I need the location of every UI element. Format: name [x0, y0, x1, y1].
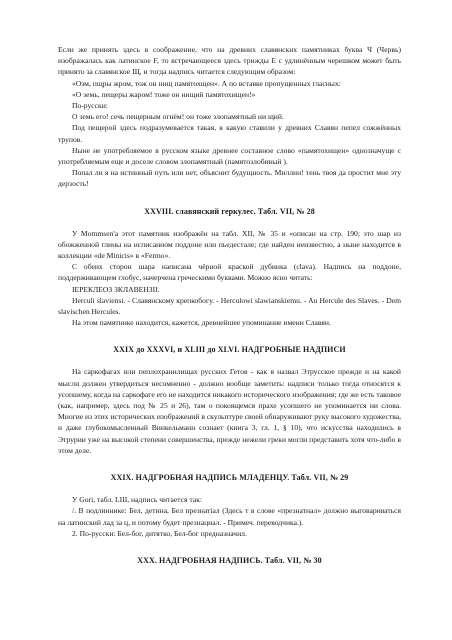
paragraph: У Mommsen'а этот памятник изображён на табл. XII, № 35 и «описан на стр. 190; это шар из обожженной глины на исписанном поддоне или пьедестале; где найден неизвестно, а ныне находится в коллекции «de Minicis» в «Fermo». [58, 228, 401, 261]
paragraph: На этом памятнике находится, кажется, древнейшее упоминание имени Славян. [72, 318, 331, 328]
section-heading: XXIX до XXXVI, и XLIII до XLVI. НАДГРОБНЫЕ НАДПИСИ [113, 345, 346, 355]
paragraph: /. В подлиннике: Бел, детина, Бел презнатіал (Здесь т в слове «презнатнал» должно выговариваться на латинский лад за ц, и потому будет презнациал. - Примеч. переводчика.). [58, 506, 401, 527]
paragraph: На саркофагах или пеплохранилищах русских Гетов - как я назвал Этрусское прежде и на какой мысли должен утвердиться несомненно - должно вообще заметить: надписи только тогда относятся к усопшему, когда на саркофаге его не находится никакого исторического изображения; где же есть таковое (как, например, здесь под № 25 и 26), там о покоящемся прахе усопшего не упоминается ни слова. Многие из этих исторических изображений в скульптуре своей обнаруживают руку высокого художества, и даже глубокомысленный Винкельманн сознает (книга 3, гл. 1, § 10), что искусства находились в Этрурии уже на высокой степени совершенства, прежде нежели греки могли представить хотя что-либо в этом деле. [58, 367, 401, 455]
paragraph: О земь его! сечь пещерным огнём! он тоже злопамятный ни щий. [72, 112, 284, 122]
paragraph: Если же принять здесь в соображение, что на древних славянских памятниках буква Ч (Червь) изображалась как латинское F, то встречающееся здесь трижды Е с удлинённым черешком может быть принято за славянское Щ, и тогда надпись читается следующим образом: [58, 45, 401, 77]
section-heading: XXX. НАДГРОБНАЯ НАДПИСЬ. Табл. VII, № 30 [137, 555, 322, 565]
paragraph: Herculi slaviensi. - Славянскому крепкобогу. - Herculowi slawianskiemu. - Au Hercule des Slaves. - Dem slavischen Hercules. [58, 295, 401, 317]
paragraph: Ныне не употребляемое в русском языке древнее составное слово «памятохищен» однозначуще с употребляемым еще и доселе словом злопамятный (памятозлобивый ). [58, 145, 401, 167]
section-heading: XXVIII. славянский геркулес. Табл. VII, № 28 [144, 206, 315, 216]
paragraph: У Gori, табл. LIII, надпись читается так: [72, 495, 203, 505]
paragraph: «Озм, пщры жром, тож он нищ памятохщен». А по вставке пропущенных гласных: [72, 78, 341, 88]
section-heading: XXIX. НАДГРОБНАЯ НАДПИСЬ МЛАДЕНЦУ. Табл. VII, № 29 [110, 473, 349, 483]
paragraph: «О земь, пещеры жаром! тоже он нищий памятохищен!» [72, 89, 256, 99]
paragraph: Попал ли я на истинный путь или нет, объяснит будущность. Миллин! тень твоя да простит мне эту дерзость! [58, 168, 401, 189]
paragraph: По-русски: [72, 101, 108, 111]
paragraph: 2. По-русски: Бел-бог, дитятко, Бел-бог предназначил. [72, 528, 247, 538]
paragraph: Под пещерой здесь подразумевается такая, в какую ставили у древних Славян пепел сожжённых трупов. [58, 123, 401, 144]
document-page [58, 44, 401, 566]
paragraph: С обеих сторон шара написана чёрной краской дубинка (clava). Надпись на поддоне, поддерживающем глобус, начерчена греческими буквами. Можно ясно читать: [58, 262, 401, 283]
paragraph: ІЕРЕКЛЕОЗ ЗКЛАВЕНЗІІ. [72, 284, 160, 294]
